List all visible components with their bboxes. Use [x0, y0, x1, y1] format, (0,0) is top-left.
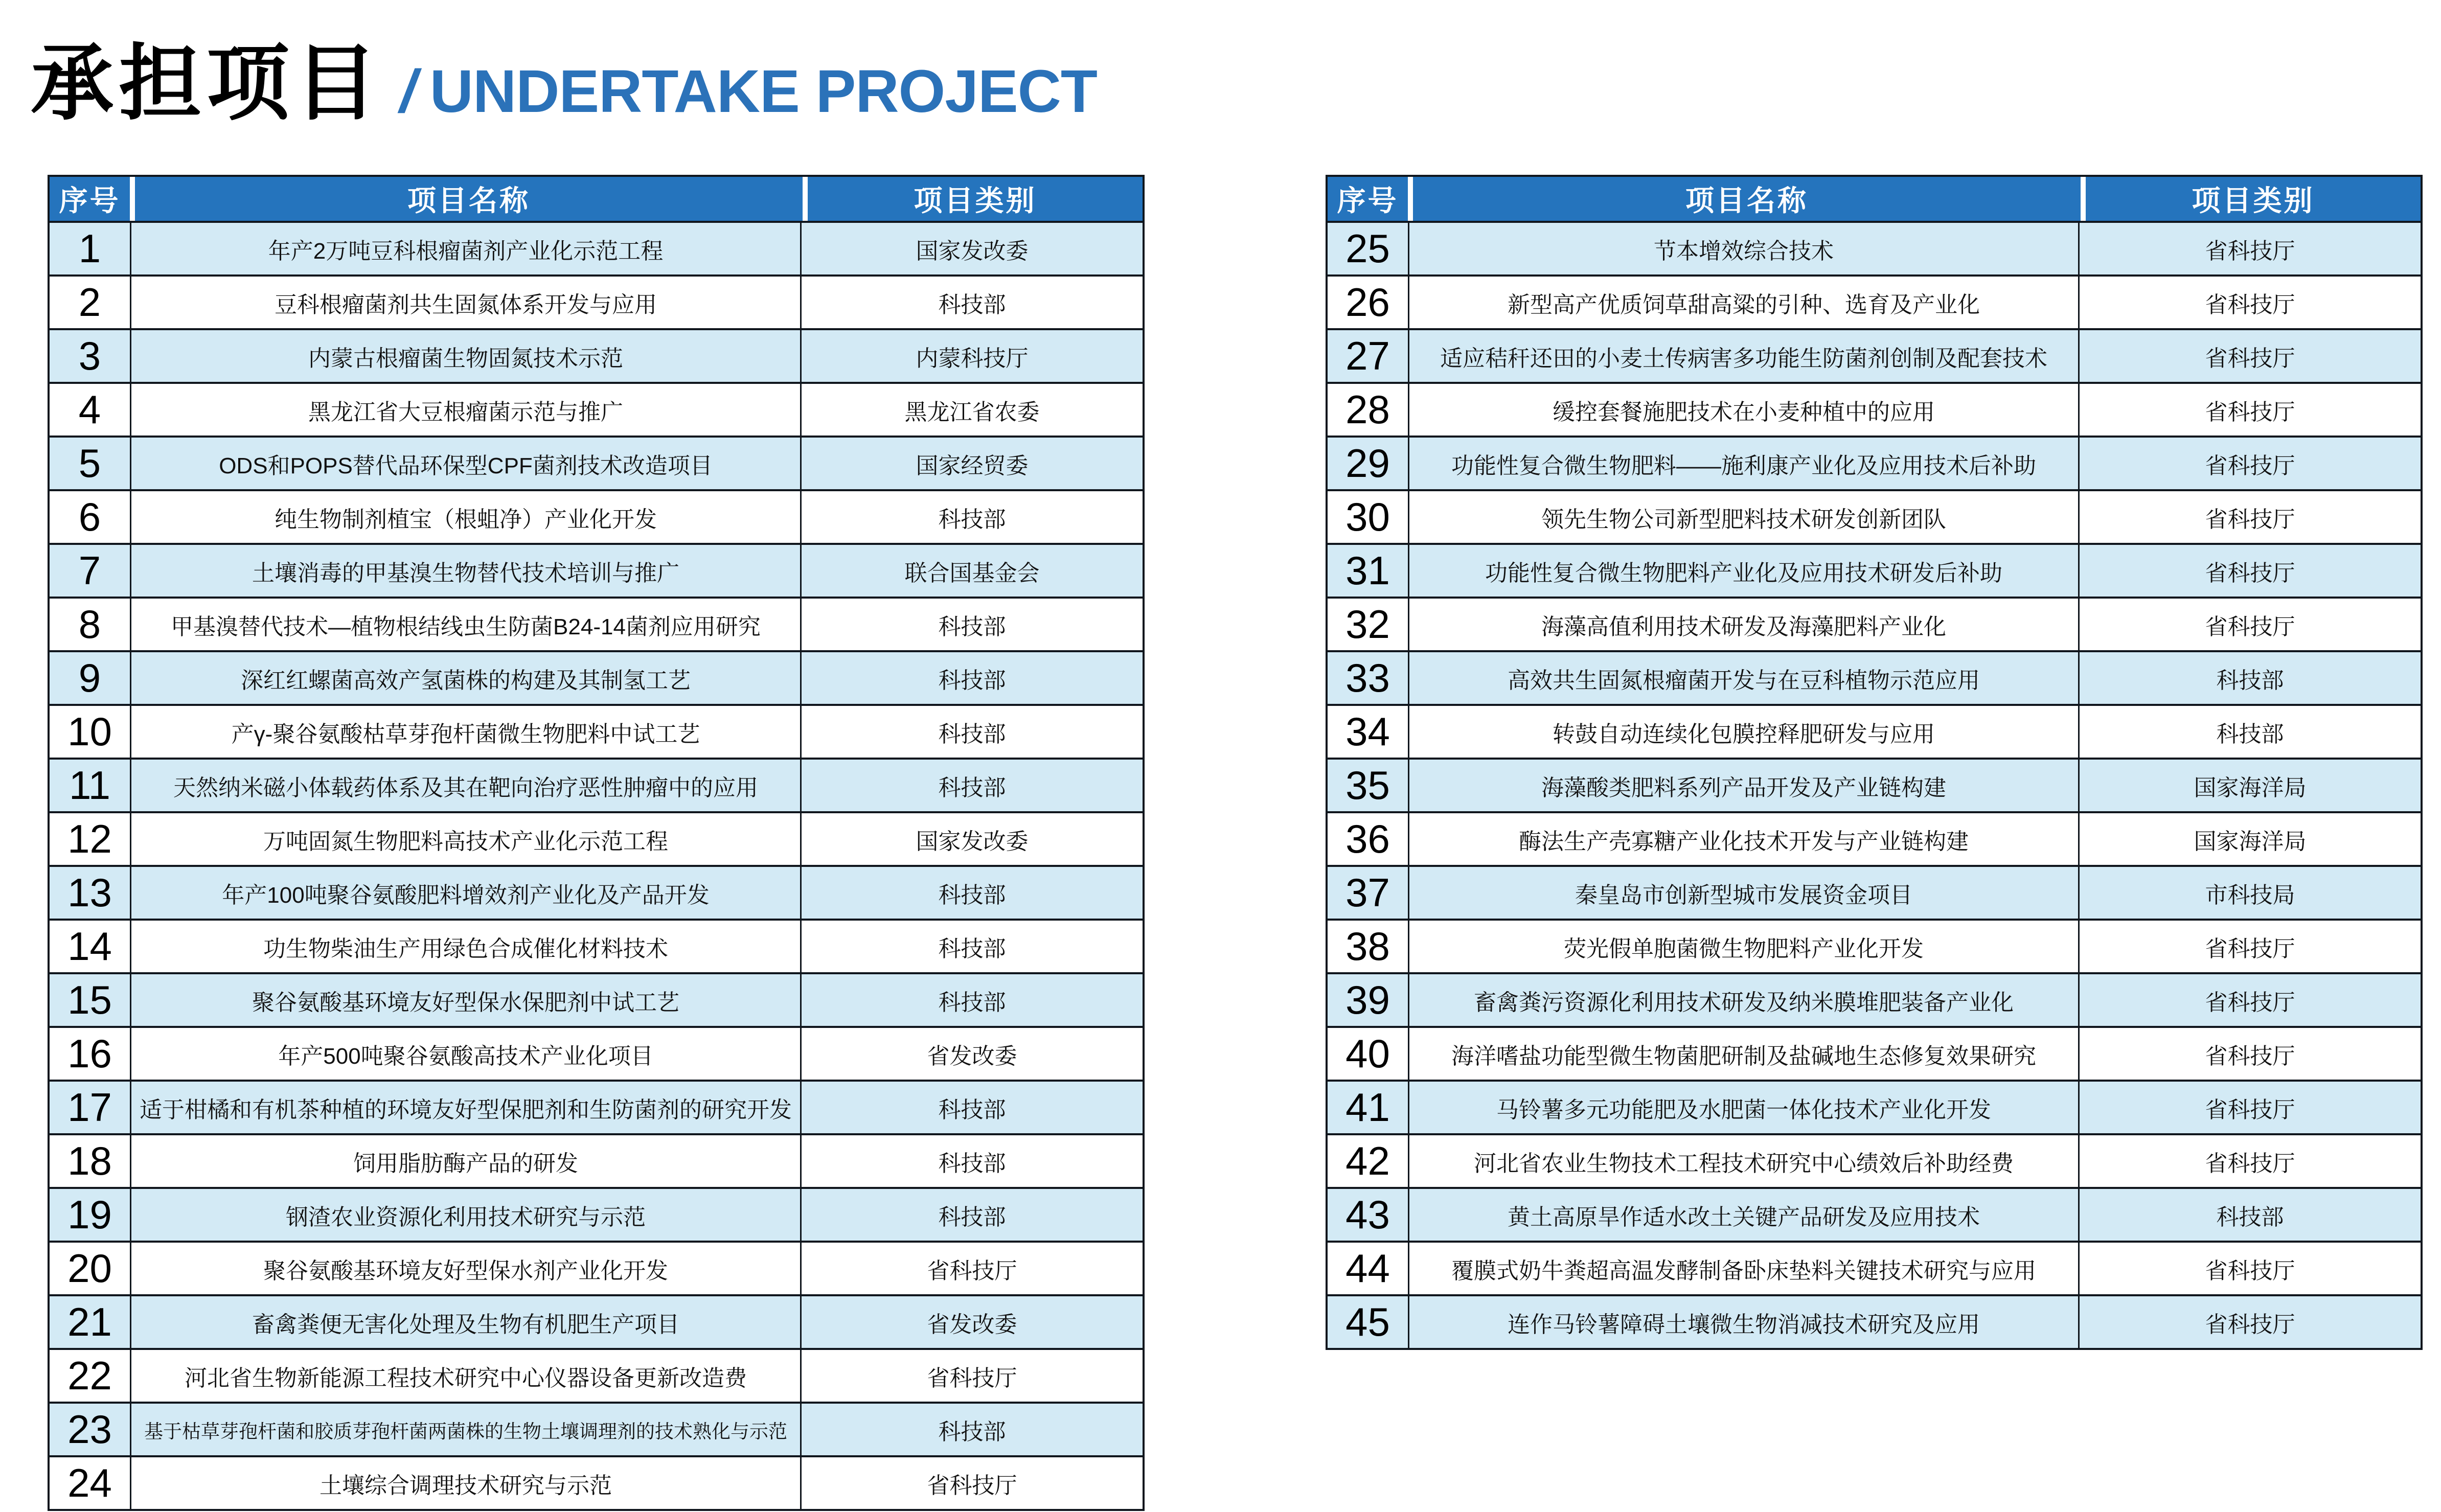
project-name-cell: 甲基溴替代技术—植物根结线虫生防菌B24-14菌剂应用研究 [130, 599, 802, 650]
project-category-cell: 科技部 [938, 614, 1006, 639]
project-name-cell: 年产500吨聚谷氨酸高技术产业化项目 [130, 1028, 802, 1080]
project-category-cell: 科技部 [938, 1151, 1006, 1176]
table-row [1328, 758, 2421, 811]
table-row [1328, 1133, 2421, 1187]
row-number-cell: 25 [1345, 226, 1390, 271]
row-number-cell: 34 [1345, 709, 1390, 754]
row-number-cell: 21 [67, 1299, 112, 1344]
row-number-cell: 10 [67, 709, 112, 754]
project-name-cell: 聚谷氨酸基环境友好型保水剂产业化开发 [130, 1243, 802, 1294]
table-row [50, 543, 1143, 597]
table-row [50, 1402, 1143, 1455]
row-number-cell: 41 [1345, 1085, 1390, 1130]
table-row [50, 1133, 1143, 1187]
projects-table-left [48, 175, 1145, 1511]
project-category-cell: 省科技厅 [927, 1258, 1017, 1284]
project-category-cell: 科技部 [938, 1419, 1006, 1445]
project-category-cell: 省科技厅 [2205, 292, 2295, 317]
project-name-cell: 万吨固氮生物肥料高技术产业化示范工程 [130, 813, 802, 865]
project-name-cell: 覆膜式奶牛粪超高温发酵制备卧床垫料关键技术研究与应用 [1408, 1243, 2080, 1294]
row-number-cell: 14 [67, 924, 112, 969]
table-row [1328, 328, 2421, 382]
project-name-cell: 产γ-聚谷氨酸枯草芽孢杆菌微生物肥料中试工艺 [130, 706, 802, 758]
page-title-zh: 承担项目 [31, 37, 382, 130]
project-name-cell: 畜禽粪便无害化处理及生物有机肥生产项目 [130, 1296, 802, 1348]
row-number-cell: 29 [1345, 441, 1390, 486]
project-name-cell: 内蒙古根瘤菌生物固氮技术示范 [130, 330, 802, 382]
project-category-cell: 省科技厅 [2205, 614, 2295, 639]
row-number-cell: 35 [1345, 763, 1390, 808]
project-category-cell: 省发改委 [927, 1043, 1017, 1069]
project-name-cell: 海藻酸类肥料系列产品开发及产业链构建 [1408, 760, 2080, 811]
table-row [50, 489, 1143, 543]
table-row [50, 1026, 1143, 1080]
project-category-cell: 省科技厅 [2205, 1151, 2295, 1176]
row-number-cell: 20 [67, 1246, 112, 1291]
project-name-cell: 连作马铃薯障碍土壤微生物消减技术研究及应用 [1408, 1296, 2080, 1348]
project-name-cell: 饲用脂肪酶产品的研发 [130, 1135, 802, 1187]
project-category-cell: 科技部 [2216, 668, 2284, 693]
row-number-cell: 11 [69, 763, 110, 808]
table-row [1328, 1187, 2421, 1241]
row-number-cell: 37 [1345, 870, 1390, 915]
row-number-cell: 33 [1345, 655, 1390, 700]
row-number-cell: 31 [1345, 548, 1390, 593]
project-name-cell: 纯生物制剂植宝（根蛆净）产业化开发 [130, 491, 802, 543]
row-number-cell: 23 [67, 1407, 112, 1452]
table-row [50, 919, 1143, 972]
project-category-cell: 联合国基金会 [904, 560, 1040, 586]
row-number-cell: 1 [78, 226, 101, 271]
row-number-cell: 5 [78, 441, 101, 486]
project-name-cell: 河北省农业生物技术工程技术研究中心绩效后补助经费 [1408, 1135, 2080, 1187]
project-name-cell: 畜禽粪污资源化利用技术研发及纳米膜堆肥装备产业化 [1408, 974, 2080, 1026]
project-category-cell: 科技部 [2216, 1204, 2284, 1230]
project-category-cell: 科技部 [938, 775, 1006, 800]
project-name-cell: 酶法生产壳寡糖产业化技术开发与产业链构建 [1408, 813, 2080, 865]
project-category-cell: 国家经贸委 [916, 453, 1029, 478]
project-category-cell: 科技部 [938, 721, 1006, 747]
project-category-cell: 省科技厅 [927, 1365, 1017, 1391]
project-name-cell: 黄土高原旱作适水改土关键产品研发及应用技术 [1408, 1189, 2080, 1241]
project-category-cell: 科技部 [938, 936, 1006, 961]
table-row [50, 972, 1143, 1026]
project-name-cell: 高效共生固氮根瘤菌开发与在豆科植物示范应用 [1408, 652, 2080, 704]
table-row [50, 223, 1143, 274]
project-name-cell: 秦皇岛市创新型城市发展资金项目 [1408, 867, 2080, 919]
project-name-cell: 天然纳米磁小体载药体系及其在靶向治疗恶性肿瘤中的应用 [130, 760, 802, 811]
project-name-cell: 领先生物公司新型肥料技术研发创新团队 [1408, 491, 2080, 543]
project-category-cell: 省科技厅 [2205, 1258, 2295, 1284]
table-row [1328, 1241, 2421, 1294]
row-number-cell: 3 [78, 333, 101, 378]
table-row [50, 274, 1143, 328]
project-category-cell: 省科技厅 [2205, 936, 2295, 961]
table-row [50, 436, 1143, 489]
table-row [1328, 597, 2421, 650]
table-row [1328, 1080, 2421, 1133]
table-row [50, 1080, 1143, 1133]
project-category-cell: 科技部 [2216, 721, 2284, 747]
table-row [1328, 972, 2421, 1026]
project-name-cell: 年产2万吨豆科根瘤菌剂产业化示范工程 [130, 223, 802, 274]
project-category-cell: 省科技厅 [2205, 990, 2295, 1015]
page-title [31, 17, 1097, 136]
table-row [1328, 274, 2421, 328]
row-number-cell: 28 [1345, 387, 1390, 432]
project-name-cell: 豆科根瘤菌剂共生固氮体系开发与应用 [130, 277, 802, 328]
project-name-cell: 年产100吨聚谷氨酸肥料增效剂产业化及产品开发 [130, 867, 802, 919]
table-row [50, 597, 1143, 650]
project-category-cell: 省科技厅 [2205, 346, 2295, 371]
project-name-cell: 海藻高值利用技术研发及海藻肥料产业化 [1408, 599, 2080, 650]
projects-table-right [1326, 175, 2423, 1350]
row-number-cell: 8 [78, 602, 101, 647]
project-category-cell: 科技部 [938, 990, 1006, 1015]
project-category-cell: 科技部 [938, 1097, 1006, 1122]
project-category-cell: 省科技厅 [2205, 560, 2295, 586]
column-header-index: 序号 [50, 177, 130, 221]
table-row [50, 328, 1143, 382]
project-category-cell: 黑龙江省农委 [904, 399, 1040, 425]
table-body-right [1328, 223, 2421, 1348]
project-category-cell: 省科技厅 [2205, 453, 2295, 478]
project-name-cell: 河北省生物新能源工程技术研究中心仪器设备更新改造费 [130, 1350, 802, 1402]
row-number-cell: 6 [78, 494, 101, 539]
table-row [50, 811, 1143, 865]
table-row [50, 1294, 1143, 1348]
table-row [50, 704, 1143, 758]
table-row [1328, 704, 2421, 758]
row-number-cell: 15 [67, 977, 112, 1022]
project-name-cell: 深红红螺菌高效产氢菌株的构建及其制氢工艺 [130, 652, 802, 704]
row-number-cell: 4 [78, 387, 101, 432]
project-name-cell: ODS和POPS替代品环保型CPF菌剂技术改造项目 [130, 438, 802, 489]
row-number-cell: 32 [1345, 602, 1390, 647]
table-header-row [1328, 177, 2421, 223]
project-category-cell: 市科技局 [2205, 882, 2295, 908]
row-number-cell: 36 [1345, 816, 1390, 861]
row-number-cell: 43 [1345, 1192, 1390, 1237]
row-number-cell: 38 [1345, 924, 1390, 969]
row-number-cell: 17 [67, 1085, 112, 1130]
project-name-cell: 基于枯草芽孢杆菌和胶质芽孢杆菌两菌株的生物土壤调理剂的技术熟化与示范 [130, 1404, 802, 1455]
row-number-cell: 12 [67, 816, 112, 861]
row-number-cell: 18 [67, 1138, 112, 1183]
project-category-cell: 科技部 [938, 507, 1006, 532]
table-row [1328, 382, 2421, 436]
row-number-cell: 42 [1345, 1138, 1390, 1183]
table-row [1328, 223, 2421, 274]
project-category-cell: 省科技厅 [2205, 1312, 2295, 1337]
project-category-cell: 省科技厅 [2205, 507, 2295, 532]
project-name-cell: 节本增效综合技术 [1408, 223, 2080, 274]
project-name-cell: 功能性复合微生物肥料产业化及应用技术研发后补助 [1408, 545, 2080, 597]
project-category-cell: 省科技厅 [2205, 1043, 2295, 1069]
project-name-cell: 新型高产优质饲草甜高粱的引种、选育及产业化 [1408, 277, 2080, 328]
row-number-cell: 2 [78, 280, 101, 325]
row-number-cell: 26 [1345, 280, 1390, 325]
page-title-slash: / [400, 58, 417, 125]
project-category-cell: 省科技厅 [2205, 238, 2295, 264]
table-row [50, 865, 1143, 919]
table-row [50, 382, 1143, 436]
project-category-cell: 省科技厅 [2205, 399, 2295, 425]
table-row [1328, 1026, 2421, 1080]
table-row [50, 758, 1143, 811]
project-category-cell: 国家发改委 [916, 829, 1029, 854]
project-name-cell: 转鼓自动连续化包膜控释肥研发与应用 [1408, 706, 2080, 758]
project-name-cell: 土壤消毒的甲基溴生物替代技术培训与推广 [130, 545, 802, 597]
project-name-cell: 功生物柴油生产用绿色合成催化材料技术 [130, 921, 802, 972]
row-number-cell: 16 [67, 1031, 112, 1076]
row-number-cell: 24 [67, 1460, 112, 1505]
project-name-cell: 适于柑橘和有机茶种植的环境友好型保肥剂和生防菌剂的研究开发 [130, 1082, 802, 1133]
project-category-cell: 科技部 [938, 882, 1006, 908]
project-category-cell: 国家海洋局 [2194, 775, 2307, 800]
column-header-category: 项目类别 [808, 177, 1143, 221]
project-name-cell: 聚谷氨酸基环境友好型保水保肥剂中试工艺 [130, 974, 802, 1026]
table-row [50, 1187, 1143, 1241]
project-category-cell: 省科技厅 [2205, 1097, 2295, 1122]
project-category-cell: 内蒙科技厅 [916, 346, 1029, 371]
column-header-index: 序号 [1328, 177, 1408, 221]
table-row [1328, 436, 2421, 489]
column-header-category: 项目类别 [2086, 177, 2421, 221]
project-name-cell: 钢渣农业资源化利用技术研究与示范 [130, 1189, 802, 1241]
column-header-name: 项目名称 [1413, 177, 2081, 221]
row-number-cell: 30 [1345, 494, 1390, 539]
page-title-en: UNDERTAKE PROJECT [429, 58, 1097, 125]
project-name-cell: 功能性复合微生物肥料——施利康产业化及应用技术后补助 [1408, 438, 2080, 489]
row-number-cell: 39 [1345, 977, 1390, 1022]
row-number-cell: 45 [1345, 1299, 1390, 1344]
project-name-cell: 海洋嗜盐功能型微生物菌肥研制及盐碱地生态修复效果研究 [1408, 1028, 2080, 1080]
project-category-cell: 国家海洋局 [2194, 829, 2307, 854]
row-number-cell: 40 [1345, 1031, 1390, 1076]
table-row [50, 1455, 1143, 1509]
table-header-row [50, 177, 1143, 223]
row-number-cell: 13 [67, 870, 112, 915]
project-name-cell: 缓控套餐施肥技术在小麦种植中的应用 [1408, 384, 2080, 436]
row-number-cell: 19 [67, 1192, 112, 1237]
project-name-cell: 马铃薯多元功能肥及水肥菌一体化技术产业化开发 [1408, 1082, 2080, 1133]
table-row [1328, 543, 2421, 597]
table-row [1328, 650, 2421, 704]
row-number-cell: 7 [78, 548, 101, 593]
table-row [1328, 1294, 2421, 1348]
project-category-cell: 国家发改委 [916, 238, 1029, 264]
project-name-cell: 荧光假单胞菌微生物肥料产业化开发 [1408, 921, 2080, 972]
table-row [50, 1241, 1143, 1294]
column-header-name: 项目名称 [135, 177, 803, 221]
table-row [1328, 919, 2421, 972]
table-row [50, 1348, 1143, 1402]
row-number-cell: 27 [1345, 333, 1390, 378]
project-category-cell: 省科技厅 [927, 1473, 1017, 1498]
project-category-cell: 科技部 [938, 668, 1006, 693]
project-name-cell: 土壤综合调理技术研究与示范 [130, 1457, 802, 1509]
row-number-cell: 9 [78, 655, 101, 700]
table-row [1328, 811, 2421, 865]
project-category-cell: 科技部 [938, 1204, 1006, 1230]
project-category-cell: 省发改委 [927, 1312, 1017, 1337]
project-name-cell: 适应秸秆还田的小麦土传病害多功能生防菌剂创制及配套技术 [1408, 330, 2080, 382]
table-body-left [50, 223, 1143, 1509]
table-row [1328, 865, 2421, 919]
project-name-cell: 黑龙江省大豆根瘤菌示范与推广 [130, 384, 802, 436]
row-number-cell: 44 [1345, 1246, 1390, 1291]
row-number-cell: 22 [67, 1353, 112, 1398]
table-row [50, 650, 1143, 704]
table-row [1328, 489, 2421, 543]
project-category-cell: 科技部 [938, 292, 1006, 317]
